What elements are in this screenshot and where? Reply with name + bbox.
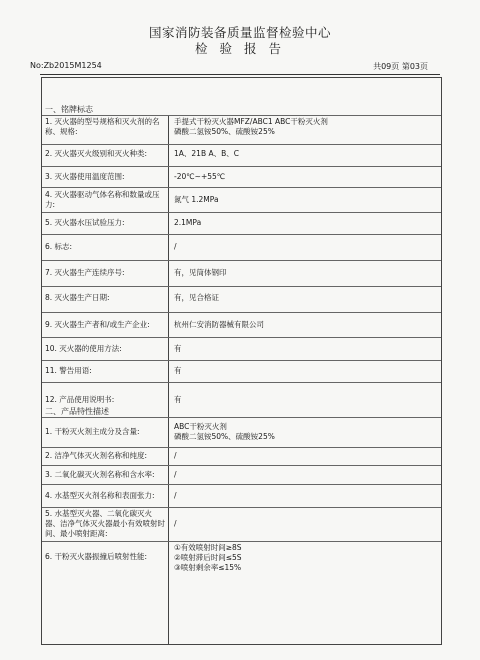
row-value [174,218,436,228]
row-divider [42,187,441,188]
row-value [174,344,436,354]
row-label: 9. 灭火器生产者和/或生产企业: [45,320,150,329]
row-value-line: 杭州仁安消防器械有限公司 [174,320,264,329]
row-divider [42,312,441,313]
row-label: 2. 灭火器灭火级别和灭火种类: [45,149,148,158]
section-title: 二、产品特性描述 [45,407,109,416]
row-divider [42,465,441,466]
row-value [174,117,436,137]
column-divider [168,115,169,645]
row-value-line: 有，见筒体钢印 [174,268,227,277]
row-label: 7. 灭火器生产连续序号: [45,268,125,277]
row-divider [42,417,441,418]
row-value-line: ABC干粉灭火剂 [174,422,227,431]
row-divider [42,382,441,383]
org-title: 国家消防装备质量监督检验中心 [148,25,331,40]
row-value [174,268,436,278]
row-value-line: 有 [174,343,182,353]
row-label: 3. 灭火器使用温度范围: [45,171,125,181]
section-title: 一、铭牌标志 [45,105,93,114]
row-value-line: 有 [174,394,182,404]
row-value-line: 有，见合格证 [174,293,219,302]
row-value [174,366,436,376]
row-value [174,543,436,573]
row-divider [42,212,441,213]
row-value [174,172,436,182]
row-value [174,422,436,442]
header-rule [40,74,440,75]
row-divider [42,115,441,116]
row-value-line: 有 [174,366,182,375]
row-divider [42,234,441,235]
row-value-line: 2.1MPa [174,217,202,227]
document-number: No:Zb2015M1254 [30,61,102,70]
row-value [174,491,436,501]
row-value [174,293,436,303]
report-title: 检 验 报 告 [195,41,285,56]
row-label: 4. 水基型灭火剂名称和表面张力: [45,490,155,500]
row-divider [42,166,441,167]
row-value [174,149,436,159]
row-divider [42,447,441,448]
row-value [174,451,436,461]
row-label: 5. 水基型灭火器、二氧化碳灭火器、洁净气体灭火器最小有效喷射时间、最小喷射距离: [45,509,165,538]
row-label: 1. 灭火器的型号规格和灭火剂的名称、规格: [45,117,160,136]
row-label: 5. 灭火器水压试验压力: [45,217,125,227]
row-value-line: ①有效喷射时间≥8S [174,543,242,552]
row-value-line: ③喷射剩余率≤15% [174,563,242,572]
row-label: 4. 灭火器驱动气体名称和数量或压力: [45,189,160,209]
row-label: 1. 干粉灭火剂主成分及含量: [45,427,140,436]
row-label: 6. 干粉灭火器振撞后喷射性能: [45,552,148,561]
row-label: 3. 二氧化碳灭火剂名称和含水率: [45,469,155,479]
row-label: 10. 灭火器的使用方法: [45,343,122,353]
row-value [174,395,436,405]
row-divider [42,286,441,287]
row-divider [42,144,441,145]
row-divider [42,337,441,338]
page-number: 共09页 第03页 [373,62,428,71]
row-value-line: 磷酸二氢铵50%、硫酸铵25% [174,432,275,441]
row-value-line: / [174,519,177,528]
row-label: 12. 产品使用说明书: [45,394,115,404]
row-value-line: / [174,242,177,251]
row-label: 11. 警告用语: [45,366,92,375]
row-divider [42,541,441,542]
row-value [174,242,436,252]
row-label: 6. 标志: [45,242,73,251]
row-value [174,519,436,529]
row-divider [42,507,441,508]
row-divider [42,360,441,361]
row-value [174,195,436,205]
row-value-line: ②喷射滞后时间≤5S [174,553,242,562]
row-value [174,470,436,480]
row-value-line: / [174,469,177,479]
row-value-line: 氮气 1.2MPa [174,194,219,204]
row-value [174,320,436,330]
row-divider [42,484,441,485]
row-divider [42,260,441,261]
row-value-line: / [174,490,177,500]
row-value-line: 1A、21B A、B、C [174,149,239,158]
row-label: 8. 灭火器生产日期: [45,293,110,302]
row-value-line: -20℃~+55℃ [174,171,226,181]
row-value-line: / [174,451,177,460]
row-value-line: 磷酸二氢铵50%、硫酸铵25% [174,127,275,136]
row-value-line: 手提式干粉灭火器MFZ/ABC1 ABC干粉灭火剂 [174,117,328,126]
inspection-table [41,77,442,645]
row-label: 2. 洁净气体灭火剂名称和纯度: [45,451,148,460]
